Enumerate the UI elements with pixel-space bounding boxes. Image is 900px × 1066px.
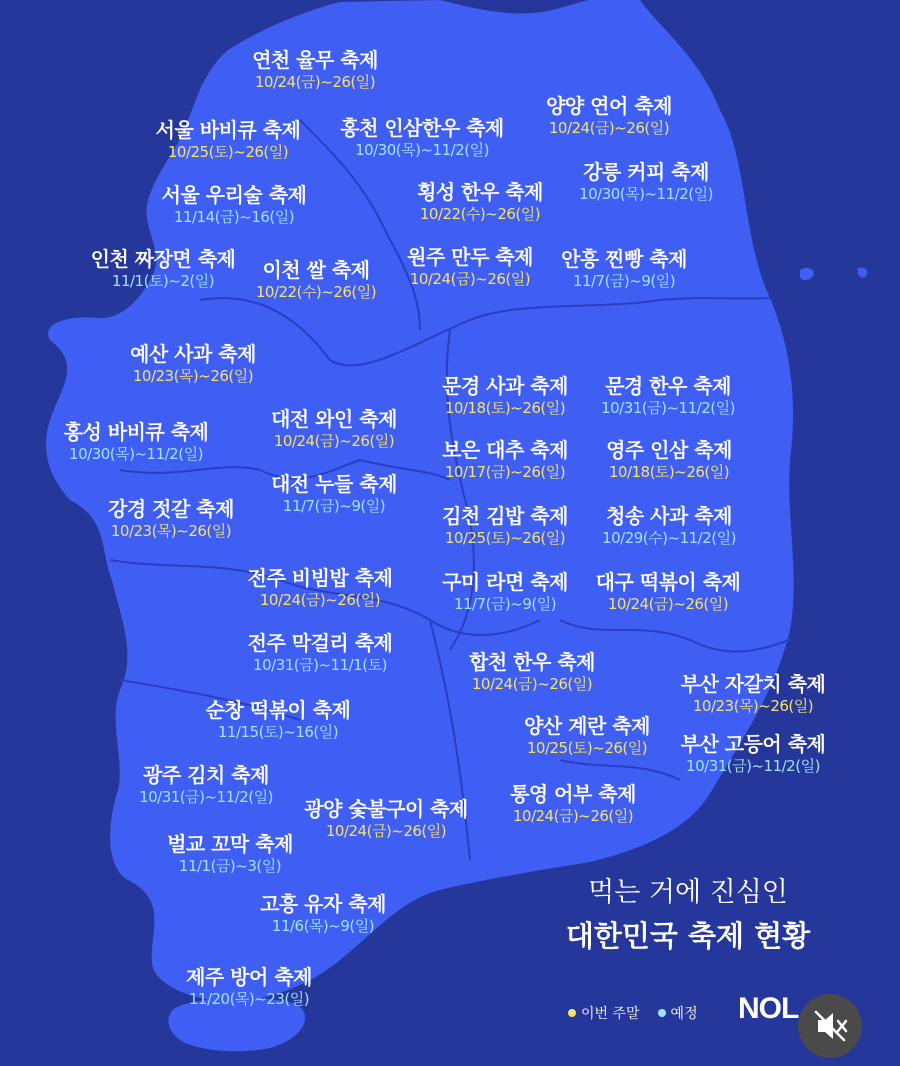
festival-name: 합천 한우 축제 <box>469 650 595 674</box>
festival-date: 10/24(금)~26(일) <box>512 807 634 825</box>
festival-label <box>271 407 397 451</box>
festival-name: 벌교 꼬막 축제 <box>167 832 293 856</box>
festival-date: 11/15(토)~16(일) <box>217 723 339 741</box>
legend-upcoming-label: 예정 <box>670 1006 698 1022</box>
festival-date: 10/24(금)~26(일) <box>325 822 447 840</box>
festival-date: 10/24(금)~26(일) <box>471 675 593 693</box>
festival-label <box>167 832 293 876</box>
legend <box>568 1003 698 1023</box>
festival-date: 11/1(토)~2(일) <box>111 272 215 290</box>
festival-label <box>139 763 273 807</box>
festival-name: 강경 젓갈 축제 <box>108 497 234 521</box>
festival-date: 10/25(토)~26(일) <box>526 739 648 757</box>
festival-name: 문경 한우 축제 <box>605 374 731 398</box>
mute-button[interactable] <box>798 994 862 1058</box>
festival-label <box>602 504 736 548</box>
festival-date: 10/24(금)~26(일) <box>607 595 729 613</box>
festival-label <box>248 566 393 610</box>
festival-date: 11/1(금)~3(일) <box>178 857 282 875</box>
festival-name: 강릉 커피 축제 <box>583 160 709 184</box>
weekend-dot-icon <box>568 1009 576 1017</box>
festival-label <box>442 438 568 482</box>
festival-date: 10/24(금)~26(일) <box>254 73 376 91</box>
festival-label <box>579 160 713 204</box>
festival-name: 서울 바비큐 축제 <box>155 118 301 142</box>
festival-date: 10/30(목)~11/2(일) <box>355 141 489 159</box>
festival-label <box>156 118 301 162</box>
festival-date: 10/31(금)~11/2(일) <box>601 399 735 417</box>
festival-date: 11/7(금)~9(일) <box>453 595 557 613</box>
festival-name: 양양 연어 축제 <box>546 94 672 118</box>
festival-label <box>442 374 568 418</box>
festival-name: 전주 막걸리 축제 <box>247 631 393 655</box>
festival-label <box>442 570 568 614</box>
festival-name: 제주 방어 축제 <box>186 965 312 989</box>
festival-name: 광주 김치 축제 <box>143 763 269 787</box>
festival-label <box>417 180 543 224</box>
festival-date: 10/31(금)~11/2(일) <box>686 757 820 775</box>
festival-name: 횡성 한우 축제 <box>417 180 543 204</box>
festival-name: 홍성 바비큐 축제 <box>63 420 209 444</box>
festival-label <box>108 497 234 541</box>
festival-name: 고흥 유자 축제 <box>260 892 386 916</box>
festival-label <box>186 965 312 1009</box>
festival-name: 연천 율무 축제 <box>252 48 378 72</box>
festival-name: 구미 라면 축제 <box>442 570 568 594</box>
festival-label <box>524 714 650 758</box>
festival-name: 대전 와인 축제 <box>271 407 397 431</box>
festival-date: 11/14(금)~16(일) <box>173 208 295 226</box>
speaker-muted-icon <box>798 994 862 1058</box>
festival-name: 김천 김밥 축제 <box>442 504 568 528</box>
festival-date: 10/31(금)~11/1(토) <box>253 656 387 674</box>
festival-date: 10/31(금)~11/2(일) <box>139 788 273 806</box>
festival-name: 홍천 인삼한우 축제 <box>340 116 504 140</box>
festival-label <box>252 48 378 92</box>
festival-label <box>681 732 826 776</box>
festival-name: 대구 떡볶이 축제 <box>595 570 741 594</box>
festival-date: 10/25(토)~26(일) <box>167 143 289 161</box>
festival-date: 10/30(목)~11/2(일) <box>69 445 203 463</box>
ulleung-island-shape <box>800 267 867 280</box>
festival-date: 10/22(수)~26(일) <box>419 205 541 223</box>
legend-weekend <box>568 1003 640 1023</box>
festival-name: 서울 우리술 축제 <box>161 183 307 207</box>
festival-date: 10/25(토)~26(일) <box>444 529 566 547</box>
upcoming-dot-icon <box>658 1009 666 1017</box>
festival-date: 10/17(금)~26(일) <box>444 463 566 481</box>
festival-label <box>304 797 468 841</box>
festival-date: 10/29(수)~11/2(일) <box>602 529 736 547</box>
festival-name: 부산 고등어 축제 <box>680 732 826 756</box>
festival-label <box>407 245 533 289</box>
festival-date: 10/23(목)~26(일) <box>132 367 254 385</box>
festival-label <box>681 672 826 716</box>
festival-name: 양산 계란 축제 <box>524 714 650 738</box>
festival-label <box>206 698 351 742</box>
festival-label <box>91 247 236 291</box>
festival-label <box>248 631 393 675</box>
festival-date: 10/18(토)~26(일) <box>444 399 566 417</box>
festival-label <box>271 472 397 516</box>
festival-label <box>606 438 732 482</box>
festival-label <box>510 782 636 826</box>
festival-label <box>442 504 568 548</box>
festival-name: 인천 짜장면 축제 <box>90 247 236 271</box>
festival-date: 10/24(금)~26(일) <box>409 270 531 288</box>
festival-name: 광양 숯불구이 축제 <box>304 797 468 821</box>
festival-date: 11/6(목)~9(일) <box>271 917 375 935</box>
festival-date: 10/23(목)~26(일) <box>692 697 814 715</box>
festival-name: 전주 비빔밥 축제 <box>247 566 393 590</box>
festival-label <box>130 342 256 386</box>
festival-date: 10/24(금)~26(일) <box>273 432 395 450</box>
festival-name: 문경 사과 축제 <box>442 374 568 398</box>
festival-name: 청송 사과 축제 <box>606 504 732 528</box>
festival-name: 원주 만두 축제 <box>407 245 533 269</box>
festival-label <box>469 650 595 694</box>
festival-label <box>546 94 672 138</box>
festival-name: 대전 누들 축제 <box>271 472 397 496</box>
festival-name: 순창 떡볶이 축제 <box>205 698 351 722</box>
festival-date: 11/7(금)~9(일) <box>282 497 386 515</box>
headline-line1: 먹는 거에 진심인 <box>588 877 788 908</box>
festival-label <box>340 116 504 160</box>
legend-weekend-label: 이번 주말 <box>581 1006 640 1022</box>
festival-label <box>162 183 307 227</box>
festival-label <box>561 247 687 291</box>
legend-upcoming <box>658 1003 698 1023</box>
festival-date: 10/30(목)~11/2(일) <box>579 185 713 203</box>
festival-date: 10/24(금)~26(일) <box>259 591 381 609</box>
festival-label <box>260 892 386 936</box>
festival-date: 10/23(목)~26(일) <box>110 522 232 540</box>
festival-name: 보은 대추 축제 <box>442 438 568 462</box>
festival-date: 11/20(목)~23(일) <box>188 990 310 1008</box>
festival-name: 이천 쌀 축제 <box>262 258 370 282</box>
festival-date: 10/22(수)~26(일) <box>255 283 377 301</box>
festival-name: 예산 사과 축제 <box>130 342 256 366</box>
festival-label <box>601 374 735 418</box>
festival-name: 안흥 찐빵 축제 <box>561 247 687 271</box>
festival-name: 통영 어부 축제 <box>510 782 636 806</box>
festival-date: 11/7(금)~9(일) <box>572 272 676 290</box>
headline-line2: 대한민국 축제 현황 <box>565 919 811 953</box>
headline <box>528 872 848 958</box>
festival-label <box>64 420 209 464</box>
festival-date: 10/18(토)~26(일) <box>608 463 730 481</box>
festival-label <box>596 570 741 614</box>
festival-date: 10/24(금)~26(일) <box>548 119 670 137</box>
festival-name: 영주 인삼 축제 <box>606 438 732 462</box>
festival-label <box>256 258 376 302</box>
festival-name: 부산 자갈치 축제 <box>680 672 826 696</box>
brand-logo: NOL <box>738 992 799 1025</box>
